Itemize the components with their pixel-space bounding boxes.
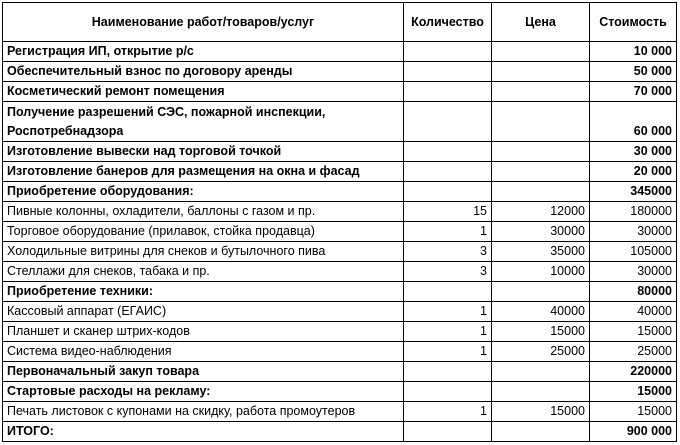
table-row <box>3 322 677 342</box>
cell-cost: 30000 <box>590 262 677 282</box>
table-row <box>3 222 677 242</box>
cell-price <box>492 422 590 442</box>
table-row <box>3 342 677 362</box>
header-name: Наименование работ/товаров/услуг <box>3 3 404 42</box>
cell-cost: 10 000 <box>590 42 677 62</box>
cell-qty: 3 <box>404 242 492 262</box>
cell-qty <box>404 62 492 82</box>
cell-cost: 30 000 <box>590 142 677 162</box>
cell-cost: 40000 <box>590 302 677 322</box>
table-row <box>3 82 677 102</box>
cell-name: Обеспечительный взнос по договору аренды <box>3 62 404 82</box>
cell-cost: 50 000 <box>590 62 677 82</box>
cell-cost: 70 000 <box>590 82 677 102</box>
cell-price: 35000 <box>492 242 590 262</box>
cell-qty <box>404 422 492 442</box>
cell-cost: 60 000 <box>590 102 677 142</box>
cell-name: Изготовление банеров для размещения на окна и фасад <box>3 162 404 182</box>
header-cost: Стоимость <box>590 3 677 42</box>
cell-name: Стеллажи для снеков, табака и пр. <box>3 262 404 282</box>
table-row <box>3 202 677 222</box>
cell-price <box>492 82 590 102</box>
table-row <box>3 42 677 62</box>
cell-name: Первоначальный закуп товара <box>3 362 404 382</box>
cell-qty <box>404 82 492 102</box>
cell-cost: 15000 <box>590 382 677 402</box>
cell-qty <box>404 382 492 402</box>
cell-cost: 900 000 <box>590 422 677 442</box>
cell-price: 30000 <box>492 222 590 242</box>
cell-cost: 25000 <box>590 342 677 362</box>
table-row <box>3 382 677 402</box>
header-row <box>3 3 677 42</box>
cell-cost: 80000 <box>590 282 677 302</box>
cell-qty <box>404 282 492 302</box>
header-price: Цена <box>492 3 590 42</box>
cell-qty: 1 <box>404 302 492 322</box>
table-row <box>3 142 677 162</box>
cell-qty: 1 <box>404 222 492 242</box>
cell-cost: 15000 <box>590 322 677 342</box>
cell-name: Приобретение техники: <box>3 282 404 302</box>
cell-name: Система видео-наблюдения <box>3 342 404 362</box>
cell-qty: 1 <box>404 402 492 422</box>
table-row <box>3 422 677 442</box>
table-row <box>3 402 677 422</box>
cell-name: Холодильные витрины для снеков и бутылочного пива <box>3 242 404 262</box>
cell-price <box>492 382 590 402</box>
cell-qty: 1 <box>404 322 492 342</box>
cell-cost: 105000 <box>590 242 677 262</box>
cell-name: Получение разрешений СЭС, пожарной инспекции, Роспотребнадзора <box>3 102 404 142</box>
cell-name: Планшет и сканер штрих-кодов <box>3 322 404 342</box>
cell-name: Торговое оборудование (прилавок, стойка продавца) <box>3 222 404 242</box>
cell-price <box>492 362 590 382</box>
cell-qty <box>404 102 492 142</box>
cell-name: Печать листовок с купонами на скидку, работа промоутеров <box>3 402 404 422</box>
cell-price: 10000 <box>492 262 590 282</box>
cell-price <box>492 42 590 62</box>
cell-price: 25000 <box>492 342 590 362</box>
cell-price: 15000 <box>492 322 590 342</box>
cell-cost: 30000 <box>590 222 677 242</box>
table-row <box>3 262 677 282</box>
cell-qty <box>404 142 492 162</box>
cell-name: Регистрация ИП, открытие р/с <box>3 42 404 62</box>
cell-qty <box>404 362 492 382</box>
cell-qty <box>404 182 492 202</box>
cell-qty <box>404 162 492 182</box>
cell-name: Косметический ремонт помещения <box>3 82 404 102</box>
cell-price <box>492 182 590 202</box>
cell-name: Изготовление вывески над торговой точкой <box>3 142 404 162</box>
cell-price: 40000 <box>492 302 590 322</box>
cell-qty: 15 <box>404 202 492 222</box>
cell-price <box>492 62 590 82</box>
cell-price <box>492 162 590 182</box>
cell-qty: 1 <box>404 342 492 362</box>
cell-cost: 345000 <box>590 182 677 202</box>
table-row <box>3 162 677 182</box>
table-row <box>3 242 677 262</box>
table-body <box>3 42 677 442</box>
cell-qty <box>404 42 492 62</box>
cell-price <box>492 102 590 142</box>
cell-price <box>492 282 590 302</box>
cell-cost: 220000 <box>590 362 677 382</box>
cell-price: 12000 <box>492 202 590 222</box>
cell-cost: 15000 <box>590 402 677 422</box>
cell-price <box>492 142 590 162</box>
table-row <box>3 282 677 302</box>
cell-price: 15000 <box>492 402 590 422</box>
cost-table <box>2 2 677 442</box>
table-row <box>3 102 677 142</box>
table-row <box>3 362 677 382</box>
table-row <box>3 302 677 322</box>
cell-qty: 3 <box>404 262 492 282</box>
cell-cost: 20 000 <box>590 162 677 182</box>
cell-name: Приобретение оборудования: <box>3 182 404 202</box>
cell-name: Кассовый аппарат (ЕГАИС) <box>3 302 404 322</box>
header-qty: Количество <box>404 3 492 42</box>
cell-name: ИТОГО: <box>3 422 404 442</box>
table-row <box>3 182 677 202</box>
cell-name: Пивные колонны, охладители, баллоны с газом и пр. <box>3 202 404 222</box>
cell-name: Стартовые расходы на рекламу: <box>3 382 404 402</box>
table-row <box>3 62 677 82</box>
cell-cost: 180000 <box>590 202 677 222</box>
